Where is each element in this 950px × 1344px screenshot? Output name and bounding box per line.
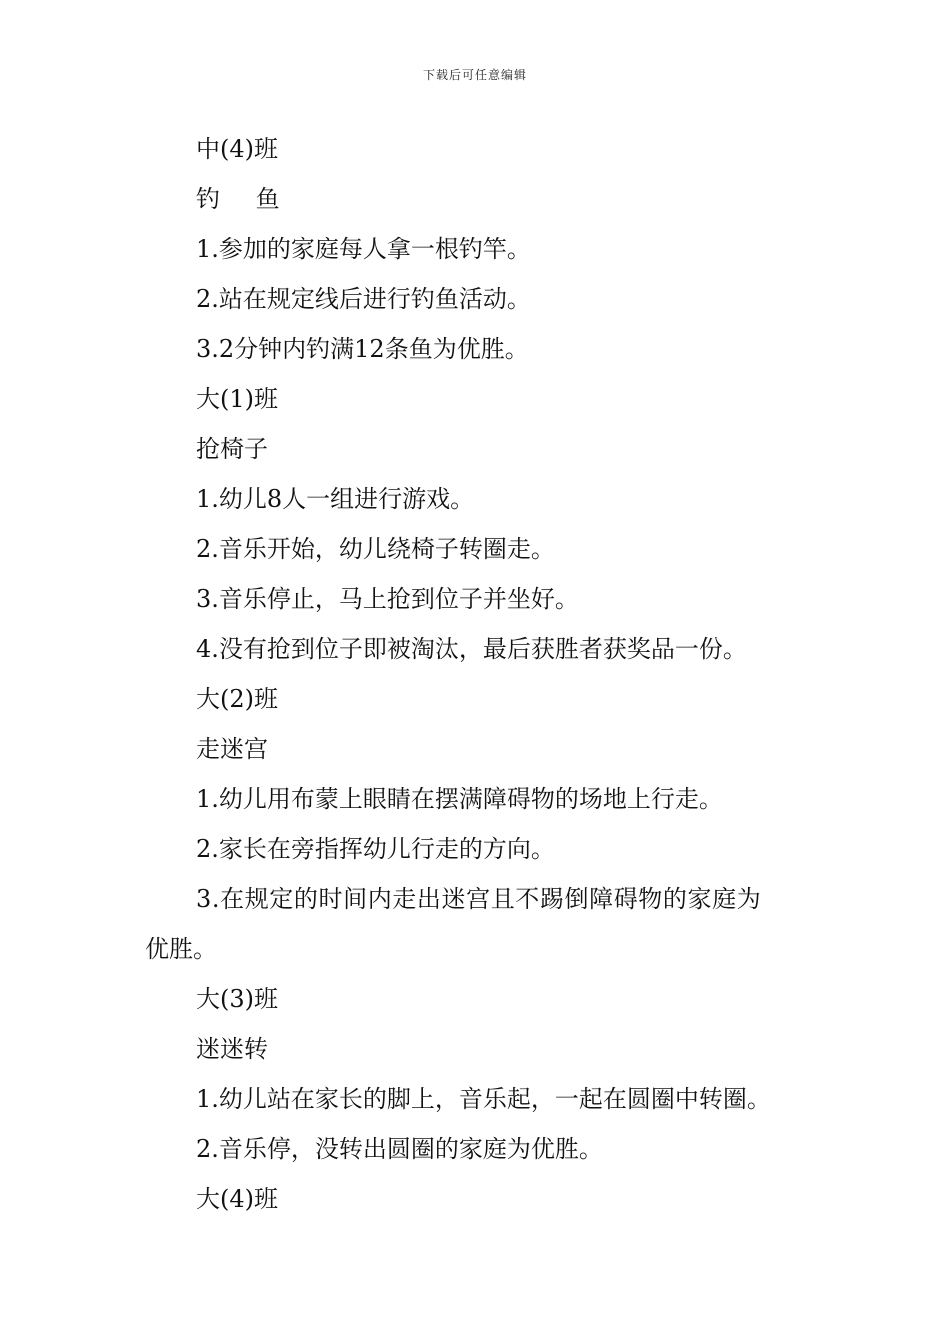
- game-title-spin: 迷迷转: [196, 1035, 268, 1063]
- game-title-maze: 走迷宫: [196, 735, 268, 763]
- game-title-fishing: 钓 鱼: [196, 185, 294, 213]
- rule-item: 1.幼儿8人一组进行游戏。: [196, 485, 475, 513]
- page-header: 下载后可任意编辑: [422, 68, 527, 82]
- rule-item: 2.音乐停，没转出圆圈的家庭为优胜。: [196, 1135, 603, 1163]
- rule-item: 1.参加的家庭每人拿一根钓竿。: [196, 235, 531, 263]
- rule-item-continuation: 优胜。: [145, 935, 217, 963]
- rule-item: 3.2分钟内钓满12条鱼为优胜。: [196, 335, 529, 363]
- rule-item: 3.在规定的时间内走出迷宫且不踢倒障碍物的家庭为: [196, 885, 762, 913]
- rule-item: 3.音乐停止，马上抢到位子并坐好。: [196, 585, 579, 613]
- rule-item: 2.家长在旁指挥幼儿行走的方向。: [196, 835, 555, 863]
- rule-item: 2.音乐开始，幼儿绕椅子转圈走。: [196, 535, 555, 563]
- document-body: [0, 124, 950, 1224]
- class-heading-mid-4: 中(4)班: [196, 135, 278, 163]
- class-heading-big-3: 大(3)班: [196, 985, 278, 1013]
- class-heading-big-2: 大(2)班: [196, 685, 278, 713]
- rule-item: 4.没有抢到位子即被淘汰，最后获胜者获奖品一份。: [196, 635, 747, 663]
- rule-item: 2.站在规定线后进行钓鱼活动。: [196, 285, 531, 313]
- class-heading-big-4: 大(4)班: [196, 1185, 278, 1213]
- class-heading-big-1: 大(1)班: [196, 385, 278, 413]
- rule-item: 1.幼儿站在家长的脚上，音乐起，一起在圆圈中转圈。: [196, 1085, 771, 1113]
- game-title-musical-chairs: 抢椅子: [196, 435, 268, 463]
- rule-item: 1.幼儿用布蒙上眼睛在摆满障碍物的场地上行走。: [196, 785, 723, 813]
